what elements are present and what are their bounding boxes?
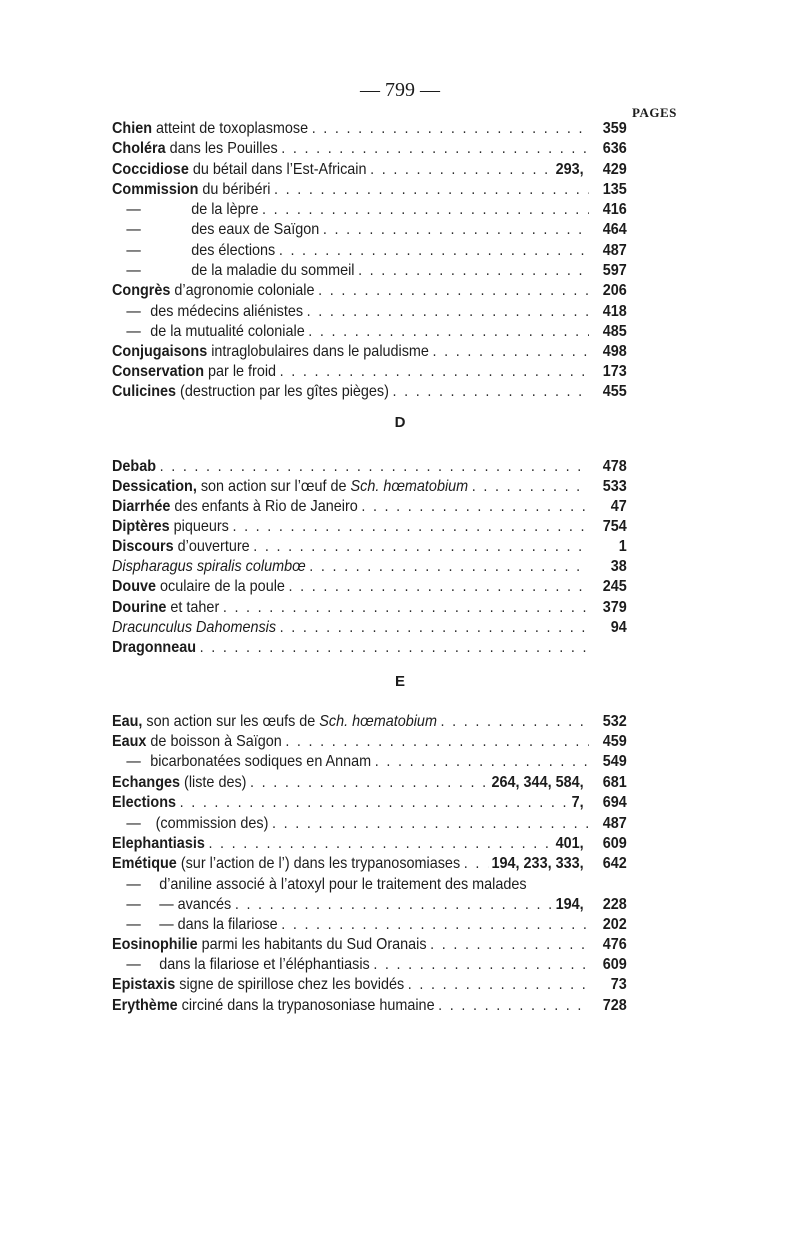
entry-italic-text: Sch. hœmatobium: [350, 478, 469, 495]
entry-text: dans les Pouilles: [165, 140, 278, 157]
entry-page-number: 416: [602, 201, 627, 218]
entry-page-number: 478: [602, 458, 627, 475]
entry-text: (commission des): [151, 815, 269, 832]
entry-page-number: 728: [602, 997, 627, 1014]
entry-headword: Culicines: [112, 383, 177, 400]
index-entry: [112, 342, 627, 362]
entry-headword: Epistaxis: [112, 976, 176, 993]
entry-headword: Elephantiasis: [112, 835, 205, 852]
entry-headword: —: [126, 956, 141, 973]
entry-page-number: 38: [610, 558, 627, 575]
dot-leader: [438, 996, 589, 1016]
index-entry: [112, 220, 627, 240]
entry-headword: Conservation: [112, 363, 205, 380]
index-entry: [112, 895, 627, 915]
entry-page-number: 1: [618, 538, 627, 555]
entry-italic-text: Dispharagus spiralis columbœ: [112, 558, 306, 575]
index-entry: [112, 139, 627, 159]
dot-leader: [279, 241, 589, 261]
entry-text: d’agronomie coloniale: [170, 282, 315, 299]
entry-text: (liste des): [180, 774, 247, 791]
dot-leader: [375, 752, 589, 772]
dot-leader: [235, 895, 552, 915]
entry-headword: —: [126, 876, 141, 893]
entry-headword: —: [126, 303, 141, 320]
entry-page-number: 681: [602, 774, 627, 791]
index-entry: [112, 497, 627, 517]
dot-leader: [223, 598, 589, 618]
entry-extra-pages: 7,: [571, 794, 584, 811]
entry-headword: Dourine: [112, 599, 167, 616]
dot-leader: [309, 557, 589, 577]
dot-leader: [272, 814, 589, 834]
index-entry: [112, 362, 627, 382]
entry-extra-pages: 194,: [555, 896, 584, 913]
entry-page-number: 94: [610, 619, 627, 636]
dot-leader: [253, 537, 589, 557]
entry-page-number: 464: [602, 221, 627, 238]
entry-text: — dans la filariose: [155, 916, 278, 933]
entry-page-number: 636: [602, 140, 627, 157]
index-entry: [112, 477, 627, 497]
entry-page-number: 173: [602, 363, 627, 380]
dot-leader: [323, 220, 589, 240]
entry-headword: Elections: [112, 794, 177, 811]
dot-leader: [308, 322, 589, 342]
entry-page-number: 498: [602, 343, 627, 360]
index-entry: [112, 638, 627, 658]
entry-page-number: 455: [602, 383, 627, 400]
entry-headword: Congrès: [112, 282, 171, 299]
dot-leader: [262, 200, 589, 220]
dot-leader: [307, 302, 589, 322]
dot-leader: [464, 854, 488, 874]
entry-text: d’ouverture: [173, 538, 250, 555]
index-entry: [112, 281, 627, 301]
index-entry: [112, 996, 627, 1016]
index-entry: [112, 537, 627, 557]
entry-italic-text: Sch. hœmatobium: [319, 713, 437, 730]
dot-leader: [180, 793, 568, 813]
index-entry: [112, 732, 627, 752]
entry-headword: —: [126, 242, 141, 259]
dot-leader: [289, 577, 589, 597]
entry-text: bicarbonatées sodiques en Annam: [146, 753, 372, 770]
index-entry: [112, 752, 627, 772]
index-entry: [112, 200, 627, 220]
entry-text: son action sur les œufs de: [142, 713, 320, 730]
entry-text: oculaire de la poule: [156, 578, 285, 595]
entry-page-number: 694: [602, 794, 627, 811]
entry-headword: Erythème: [112, 997, 178, 1014]
index-entry: [112, 915, 627, 935]
dot-leader: [370, 160, 552, 180]
dot-leader: [312, 119, 589, 139]
dot-leader: [393, 382, 589, 402]
entry-headword: Eosinophilie: [112, 936, 198, 953]
entry-text: son action sur l’œuf de: [196, 478, 351, 495]
entry-headword: Eaux: [112, 733, 147, 750]
entry-headword: Discours: [112, 538, 174, 555]
dot-leader: [250, 773, 488, 793]
entry-text: circiné dans la trypanosoniase humaine: [177, 997, 435, 1014]
entry-text: intraglobulaires dans le paludisme: [207, 343, 429, 360]
entry-headword: Douve: [112, 578, 157, 595]
entry-page-number: 609: [602, 956, 627, 973]
entry-page-number: 206: [602, 282, 627, 299]
entry-text: (destruction par les gîtes pièges): [176, 383, 389, 400]
index-entry: [112, 457, 627, 477]
entry-page-number: 135: [602, 181, 627, 198]
entry-text: par le froid: [204, 363, 277, 380]
dot-leader: [160, 457, 589, 477]
entry-extra-pages: 401,: [555, 835, 584, 852]
entry-text: des élections: [191, 242, 276, 259]
dot-leader: [281, 139, 589, 159]
entry-headword: Coccidiose: [112, 161, 189, 178]
dot-leader: [430, 935, 589, 955]
dot-leader: [200, 638, 589, 658]
entry-text: (sur l’action de l’) dans les trypanosomiases: [176, 855, 461, 872]
index-entry: [112, 241, 627, 261]
index-entry: [112, 517, 627, 537]
entry-headword: Dragonneau: [112, 639, 197, 656]
entry-text: — avancés: [155, 896, 232, 913]
index-entry: [112, 160, 627, 180]
entry-headword: Dessication,: [112, 478, 197, 495]
dot-leader: [358, 261, 589, 281]
entry-italic-text: Dracunculus Dahomensis: [112, 619, 277, 636]
page-number: — 799 —: [360, 79, 440, 101]
dot-leader: [281, 915, 589, 935]
entry-headword: Conjugaisons: [112, 343, 208, 360]
index-entry: [112, 955, 627, 975]
entry-headword: —: [126, 815, 141, 832]
dot-leader: [441, 712, 589, 732]
index-entry: [112, 618, 627, 638]
entry-headword: Emétique: [112, 855, 177, 872]
entry-headword: —: [126, 896, 141, 913]
index-entry: [112, 935, 627, 955]
index-entry: [112, 773, 627, 793]
dot-leader: [408, 975, 589, 995]
entry-page-number: 379: [602, 599, 627, 616]
entry-headword: —: [126, 221, 141, 238]
entry-text: de la maladie du sommeil: [191, 262, 355, 279]
entry-text: des eaux de Saïgon: [191, 221, 320, 238]
entry-page-number: 609: [602, 835, 627, 852]
entry-text: dans la filariose et l’éléphantiasis: [155, 956, 370, 973]
entry-page-number: 485: [602, 323, 627, 340]
entry-headword: —: [126, 323, 141, 340]
index-entry: [112, 975, 627, 995]
dot-leader: [361, 497, 589, 517]
index-entry: [112, 834, 627, 854]
dot-leader: [472, 477, 589, 497]
entry-text: des médecins aliénistes: [146, 303, 304, 320]
entry-page-number: 228: [602, 896, 627, 913]
section-letter-d: D: [394, 414, 406, 431]
entry-headword: Echanges: [112, 774, 181, 791]
entry-headword: —: [126, 262, 141, 279]
index-entry: [112, 382, 627, 402]
dot-leader: [373, 955, 589, 975]
entry-extra-pages: 194, 233, 333,: [491, 855, 584, 872]
entry-text: de la lèpre: [191, 201, 259, 218]
entry-page-number: 47: [610, 498, 627, 515]
dot-leader: [318, 281, 589, 301]
entry-page-number: 202: [602, 916, 627, 933]
index-entry: [112, 322, 627, 342]
entry-headword: Diarrhée: [112, 498, 171, 515]
entry-page-number: 418: [602, 303, 627, 320]
entry-headword: —: [126, 916, 141, 933]
entry-page-number: 245: [602, 578, 627, 595]
index-entry: [112, 598, 627, 618]
entry-headword: Commission: [112, 181, 199, 198]
dot-leader: [433, 342, 589, 362]
entry-page-number: 487: [602, 815, 627, 832]
entry-extra-pages: 293,: [555, 161, 584, 178]
entry-headword: —: [126, 201, 141, 218]
index-entry: [112, 577, 627, 597]
index-entry: [112, 712, 627, 732]
entry-page-number: 642: [602, 855, 627, 872]
entry-text: de boisson à Saïgon: [146, 733, 282, 750]
entry-text: piqueurs: [169, 518, 229, 535]
dot-leader: [280, 618, 589, 638]
index-entry: [112, 180, 627, 200]
entry-headword: Debab: [112, 458, 157, 475]
entry-text: de la mutualité coloniale: [146, 323, 305, 340]
index-entry: [112, 875, 627, 895]
index-entry: [112, 261, 627, 281]
entry-headword: Chien: [112, 120, 153, 137]
entry-page-number: 73: [610, 976, 627, 993]
index-entry: [112, 557, 627, 577]
entry-headword: —: [126, 753, 141, 770]
entry-page-number: 459: [602, 733, 627, 750]
dot-leader: [285, 732, 589, 752]
entry-page-number: 532: [602, 713, 627, 730]
entry-text: du béribéri: [198, 181, 271, 198]
entry-text: atteint de toxoplasmose: [152, 120, 309, 137]
entry-page-number: 476: [602, 936, 627, 953]
entry-text: parmi les habitants du Sud Oranais: [197, 936, 427, 953]
entry-page-number: 487: [602, 242, 627, 259]
entry-text: du bétail dans l’Est-Africain: [188, 161, 367, 178]
entry-page-number: 549: [602, 753, 627, 770]
entry-headword: Eau,: [112, 713, 143, 730]
entry-page-number: 754: [602, 518, 627, 535]
entry-page-number: 533: [602, 478, 627, 495]
entry-text: d’aniline associé à l’atoxyl pour le traitement des malades: [155, 876, 527, 893]
dot-leader: [208, 834, 552, 854]
entry-headword: Choléra: [112, 140, 166, 157]
index-entry: [112, 854, 627, 874]
index-entry: [112, 793, 627, 813]
dot-leader: [274, 180, 589, 200]
section-letter-e: E: [394, 673, 405, 690]
entry-page-number: 597: [602, 262, 627, 279]
index-entry: [112, 119, 627, 139]
entry-page-number: 359: [602, 120, 627, 137]
dot-leader: [280, 362, 589, 382]
index-entry: [112, 814, 627, 834]
entry-page-number: 429: [602, 161, 627, 178]
dot-leader: [232, 517, 589, 537]
entry-text: et taher: [166, 599, 220, 616]
index-entry: [112, 302, 627, 322]
entry-text: des enfants à Rio de Janeiro: [170, 498, 358, 515]
entry-extra-pages: 264, 344, 584,: [491, 774, 584, 791]
entry-text: signe de spirillose chez les bovidés: [175, 976, 405, 993]
entry-headword: Diptères: [112, 518, 170, 535]
pages-column-header: PAGES: [632, 105, 677, 120]
